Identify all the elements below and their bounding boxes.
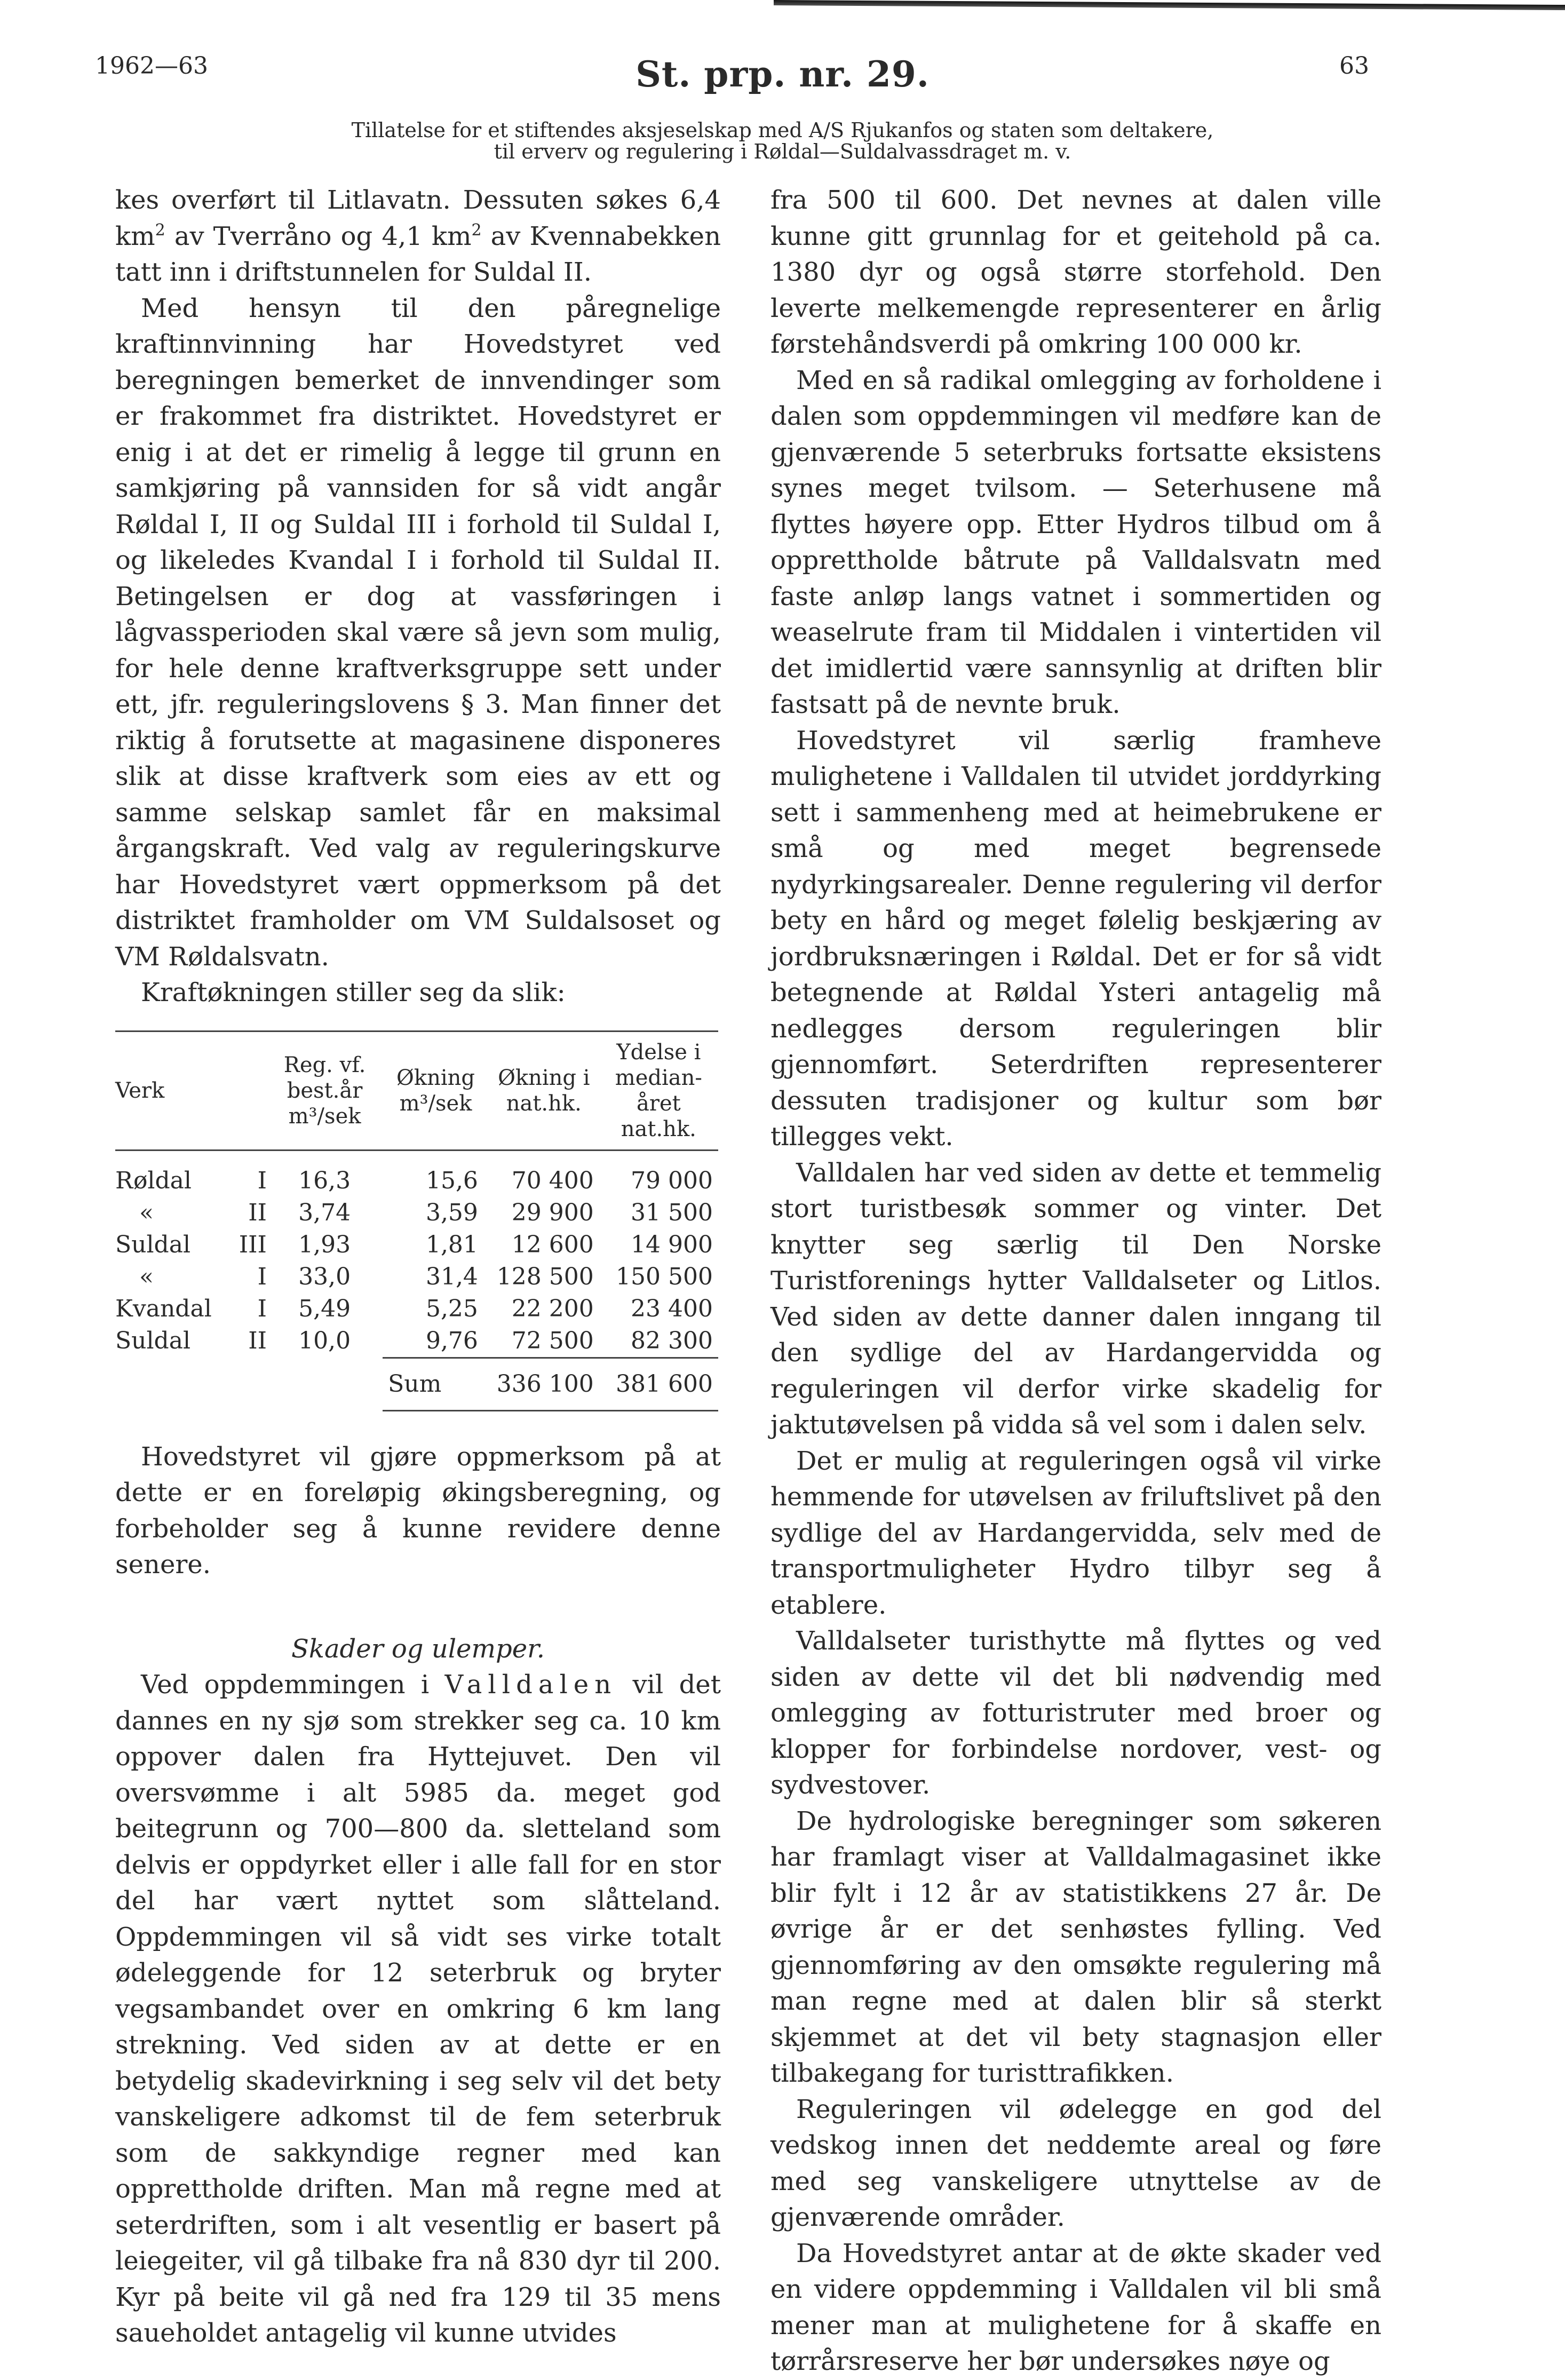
table-row: Røldal I 16,3 15,6 70 400 79 000 bbox=[115, 1167, 713, 1194]
col-header-verk: Verk bbox=[115, 1078, 165, 1103]
sum-label: Sum bbox=[383, 1358, 489, 1410]
paragraph: fra 500 til 600. Det nevnes at dalen ville kunne gitt grunnlag for et geitehold på ca. 1380 dyr og også større storfehold. Den leverte melkemengde representerer en årlig førstehåndsverdi på omkring 100 000 kr. bbox=[770, 185, 1381, 359]
paragraph: kes overført til Litlavatn. Dessuten søkes 6,4 $km^2$ av Tverråno og 4,1 $km^2$ av Kvennabekken tatt inn i driftstunnelen for Suldal II. bbox=[115, 185, 721, 287]
paragraph: Da Hovedstyret antar at de økte skader ved en videre oppdemming i Valldalen vil bli små mener man at mulighetene for å skaffe en tørrårsreserve her bør undersøkes nøye og bbox=[770, 2238, 1381, 2376]
paragraph: De hydrologiske beregninger som søkeren har framlagt viser at Valldalmagasinet ikke blir fylt i 12 år av statistikkens 27 år. De øvrige år er det senhøstes fylling. Ved gjennomføring av den omsøkte regulering må man regne med at dalen blir så sterkt skjemmet at det vil bety stagnasjon eller tilbakegang for turisttrafikken. bbox=[770, 1806, 1381, 2088]
sum-okning-hk: 336 100 bbox=[489, 1358, 599, 1410]
table-row: « I 33,0 31,4 128 500 150 500 bbox=[139, 1263, 713, 1290]
paragraph: Det er mulig at reguleringen også vil virke hemmende for utøvelsen av friluftslivet på den sydlige del av Hardangervidda, selv med de transportmuligheter Hydro tilbyr seg å etablere. bbox=[770, 1446, 1381, 1620]
table-row: Suldal III 1,93 1,81 12 600 14 900 bbox=[115, 1231, 713, 1258]
paragraph: Med hensyn til den påregnelige kraftinnvinning har Hovedstyret ved beregningen bemerket de innvendinger som er frakommet fra distriktet. Hovedstyret er enig i at det er rimelig å legge til grunn en samkjøring på vannsiden for så vidt angår Røldal I, II og Suldal III i forhold til Suldal I, og likeledes Kvandal I i forhold til Suldal II. Betingelsen er dog at vassføringen i lågvassperioden skal være så jevn som mulig, for hele denne kraftverksgruppe sett under ett, jfr. reguleringslovens § 3. Man finner det riktig å forutsette at magasinene disponeres slik at disse kraftverk som eies av ett og samme selskap samlet får en maksimal årgangskraft. Ved valg av reguleringskurve har Hovedstyret vært oppmerksom på det distriktet framholder om VM Suldalsoset og VM Røldalsvatn. bbox=[115, 293, 721, 972]
spaced-emphasis: Valldalen bbox=[444, 1670, 617, 1700]
paragraph: Ved oppdemmingen i Valldalen vil det dannes en ny sjø som strekker seg ca. 10 km oppover dalen fra Hyttejuvet. Den vil oversvømme i alt 5985 da. meget god beitegrunn og 700—800 da. sletteland som delvis er oppdyrket eller i alle fall for en stor del har vært nyttet som slåtteland. Oppdemmingen vil så vidt ses virke totalt ødeleggende for 12 seterbruk og bryter vegsambandet over en omkring 6 km lang strekning. Ved siden av at dette er en betydelig skadevirkning i seg selv vil det bety vanskeligere adkomst til de fem seterbruk som de sakkyndige regner med kan opprettholde driften. Man må regne med at seterdriften, som i alt vesentlig er basert på leiegeiter, vil gå tilbake fra nå 830 dyr til 200. Kyr på beite vil gå ned fra 129 til 35 mens saueholdet antagelig vil kunne utvides bbox=[115, 1670, 721, 2348]
col-header-okning-m3: Økning m³/sek bbox=[396, 1065, 475, 1116]
table-row: Suldal II 10,0 9,76 72 500 82 300 bbox=[115, 1327, 713, 1355]
paragraph: Reguleringen vil ødelegge en god del vedskog innen det neddemte areal og føre med seg vanskeligere utnyttelse av de gjenværende områder. bbox=[770, 2094, 1381, 2232]
paragraph: Valldalseter turisthytte må flyttes og ved siden av dette vil det bli nødvendig med omlegging av fotturistruter med broer og klopper for forbindelse nordover, vest- og sydvestover. bbox=[770, 1626, 1381, 1800]
table-intro: Kraftøkningen stiller seg da slik: bbox=[141, 978, 566, 1007]
page-number: 63 bbox=[1339, 52, 1369, 80]
document-title: St. prp. nr. 29. bbox=[635, 53, 930, 95]
table-sum-row bbox=[115, 1358, 718, 1410]
session-year: 1962—63 bbox=[95, 52, 208, 80]
subtitle-line-2: til erverv og regulering i Røldal—Suldalvassdraget m. v. bbox=[494, 140, 1071, 163]
right-column bbox=[770, 183, 1381, 2380]
paragraph: Hovedstyret vil særlig framheve mulighetene i Valldalen til utvidet jorddyrking sett i sammenheng med at heimebrukene er små og med meget begrensede nydyrkingsarealer. Denne regulering vil derfor bety en hård og meget følelig beskjæring av jordbruksnæringen i Røldal. Det er for så vidt betegnende at Røldal Ysteri antagelig må nedlegges dersom reguleringen blir gjennomført. Seterdriften representerer dessuten tradisjoner og kultur som bør tillegges vekt. bbox=[770, 725, 1381, 1152]
paragraph: Valldalen har ved siden av dette et temmelig stort turistbesøk sommer og vinter. Det knytter seg særlig til Den Norske Turistforenings hytter Valldalseter og Litlos. Ved siden av dette danner dalen inngang til den sydlige del av Hardangervidda og reguleringen vil derfor virke skadelig for jaktutøvelsen på vidda så vel som i dalen selv. bbox=[770, 1157, 1381, 1440]
section-heading: Skader og ulemper. bbox=[291, 1633, 545, 1664]
table-bottom-rule bbox=[115, 1410, 718, 1413]
paragraph: Med en så radikal omlegging av forholdene i dalen som oppdemmingen vil medføre kan de gjenværende 5 seterbruks fortsatte eksistens synes meget tvilsom. — Seterhusene må flyttes høyere opp. Etter Hydros tilbud om å opprettholde båtrute på Valldalsvatn med faste anløp langs vatnet i sommertiden og weaselrute fram til Middalen i vintertiden vil det imidlertid være sannsynlig at driften blir fastsatt på de nevnte bruk. bbox=[770, 365, 1381, 719]
col-header-ydelse: Ydelse i median- året nat.hk. bbox=[615, 1040, 702, 1141]
col-header-okning-hk: Økning i nat.hk. bbox=[498, 1065, 590, 1116]
left-column bbox=[115, 183, 721, 2352]
scan-edge-artifact bbox=[774, 0, 1565, 10]
table-row: Kvandal I 5,49 5,25 22 200 23 400 bbox=[115, 1295, 713, 1322]
col-header-reg-vf: Reg. vf. best.år m³/sek bbox=[283, 1052, 366, 1129]
paragraph: Hovedstyret vil gjøre oppmerksom på at dette er en foreløpig økingsberegning, og forbeholder seg å kunne revidere denne senere. bbox=[115, 1441, 721, 1580]
subtitle-line-1: Tillatelse for et stiftendes aksjeselskap med A/S Rjukanfos og staten som deltakere, bbox=[351, 118, 1214, 142]
power-increase-table bbox=[115, 1030, 718, 1413]
sum-ydelse: 381 600 bbox=[599, 1358, 718, 1410]
table-row: « II 3,74 3,59 29 900 31 500 bbox=[139, 1199, 713, 1226]
